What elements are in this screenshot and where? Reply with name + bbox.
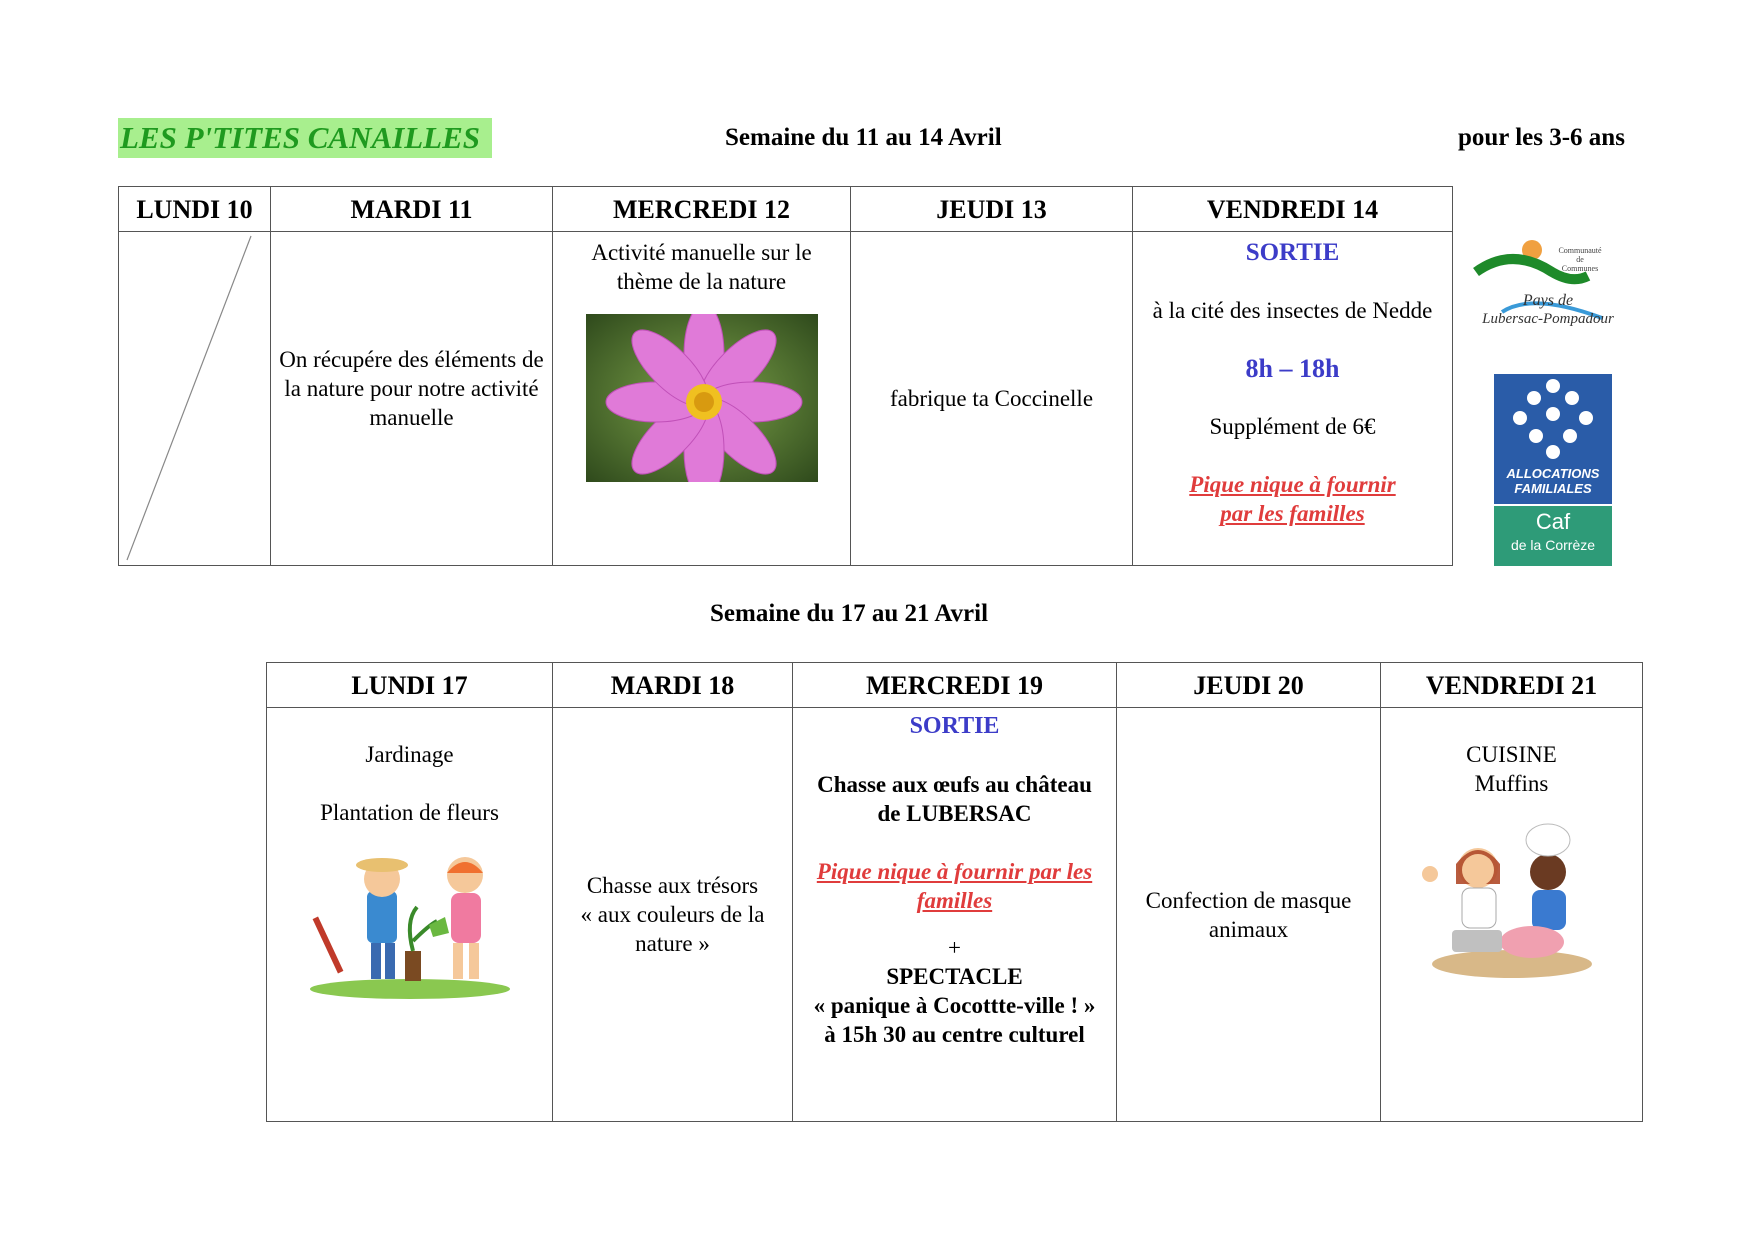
caf-line3: Caf (1535, 509, 1571, 534)
cooking-kids-image (1412, 814, 1612, 984)
mercredi-19-chasse-line2: de LUBERSAC (877, 801, 1032, 826)
mardi-18-line1: Chasse aux trésors (586, 873, 759, 898)
community-line3: Communes (1561, 264, 1599, 273)
caf-line2: FAMILIALES (1514, 481, 1592, 496)
caf-logo (1494, 374, 1612, 566)
mercredi-19-picnic-line1: Pique nique à fournir par les (816, 859, 1093, 884)
day-header-jeudi-20: JEUDI 20 (1117, 663, 1381, 708)
jeudi-20-line1: Confection de masque (1145, 887, 1352, 913)
lundi-17-line2: Plantation de fleurs (320, 800, 499, 825)
cell-mardi-11 (271, 232, 553, 566)
mardi-11-activity: On récupére des éléments de la nature pour notre activité manuelle (279, 347, 544, 430)
program-title: LES P'TITES CANAILLES (118, 118, 492, 158)
week1-table (118, 186, 1453, 566)
vendredi-14-place: à la cité des insectes de Nedde (1152, 298, 1433, 323)
day-header-mardi-18: MARDI 18 (553, 663, 793, 708)
community-logo (1472, 232, 1614, 360)
week2-heading: Semaine du 17 au 21 Avril (710, 600, 989, 627)
jeudi-20-line2: animaux (1208, 916, 1289, 942)
lundi-17-line1: Jardinage (365, 742, 454, 767)
cell-jeudi-13 (851, 232, 1133, 566)
cell-lundi-10 (119, 232, 271, 566)
cell-jeudi-20 (1117, 708, 1381, 1122)
day-header-mardi-11: MARDI 11 (271, 187, 553, 232)
day-header-vendredi-14: VENDREDI 14 (1133, 187, 1453, 232)
cell-mercredi-19 (793, 708, 1117, 1122)
mercredi-19-sortie: SORTIE (909, 713, 1000, 739)
caf-logo-top (1494, 374, 1612, 504)
caf-line1: ALLOCATIONS (1506, 466, 1600, 481)
mercredi-19-show-title: « panique à Cocottte-ville ! » (813, 993, 1096, 1018)
mercredi-19-picnic-line2: familles (916, 888, 993, 913)
day-header-mercredi-12: MERCREDI 12 (553, 187, 851, 232)
vendredi-14-hours: 8h – 18h (1245, 354, 1340, 383)
mercredi-19-chasse-line1: Chasse aux œufs au château (817, 772, 1092, 797)
caf-people-icon (1494, 374, 1612, 464)
mercredi-12-activity: Activité manuelle sur le thème de la nature (591, 240, 812, 294)
community-line2: de (1576, 255, 1584, 264)
flower-image (586, 314, 818, 482)
day-header-jeudi-13: JEUDI 13 (851, 187, 1133, 232)
caf-logo-bottom (1494, 506, 1612, 566)
cell-mardi-18 (553, 708, 793, 1122)
cell-lundi-17 (267, 708, 553, 1122)
mardi-18-line3: nature » (635, 931, 710, 956)
caf-line4: de la Corrèze (1510, 537, 1596, 553)
mercredi-19-plus: + (948, 935, 961, 960)
day-header-lundi-10: LUNDI 10 (119, 187, 271, 232)
day-header-lundi-17: LUNDI 17 (267, 663, 553, 708)
mardi-18-line2: « aux couleurs de la (580, 902, 765, 927)
vendredi-21-line2: Muffins (1474, 771, 1549, 796)
cell-vendredi-21 (1381, 708, 1643, 1122)
day-header-vendredi-21: VENDREDI 21 (1381, 663, 1643, 708)
cell-vendredi-14 (1133, 232, 1453, 566)
cell-mercredi-12 (553, 232, 851, 566)
vendredi-14-picnic-line2: par les familles (1220, 501, 1365, 526)
mercredi-19-spectacle: SPECTACLE (886, 964, 1023, 989)
vendredi-14-picnic-line1: Pique nique à fournir (1189, 472, 1396, 497)
community-line4: Pays de (1522, 292, 1574, 309)
age-range: pour les 3-6 ans (1458, 124, 1625, 151)
mercredi-19-show-time: à 15h 30 au centre culturel (824, 1022, 1085, 1047)
vendredi-14-sortie: SORTIE (1245, 239, 1340, 266)
community-line1: Communauté (1558, 246, 1602, 255)
crossed-out-line (119, 232, 269, 566)
gardening-kids-image (305, 851, 515, 1001)
week2-table (266, 662, 1643, 1122)
community-line5: Lubersac-Pompadour (1482, 311, 1614, 327)
jeudi-13-activity: fabrique ta Coccinelle (889, 386, 1094, 411)
day-header-mercredi-19: MERCREDI 19 (793, 663, 1117, 708)
vendredi-14-supplement: Supplément de 6€ (1209, 414, 1376, 439)
week1-heading: Semaine du 11 au 14 Avril (725, 124, 1002, 151)
vendredi-21-line1: CUISINE (1466, 742, 1557, 767)
